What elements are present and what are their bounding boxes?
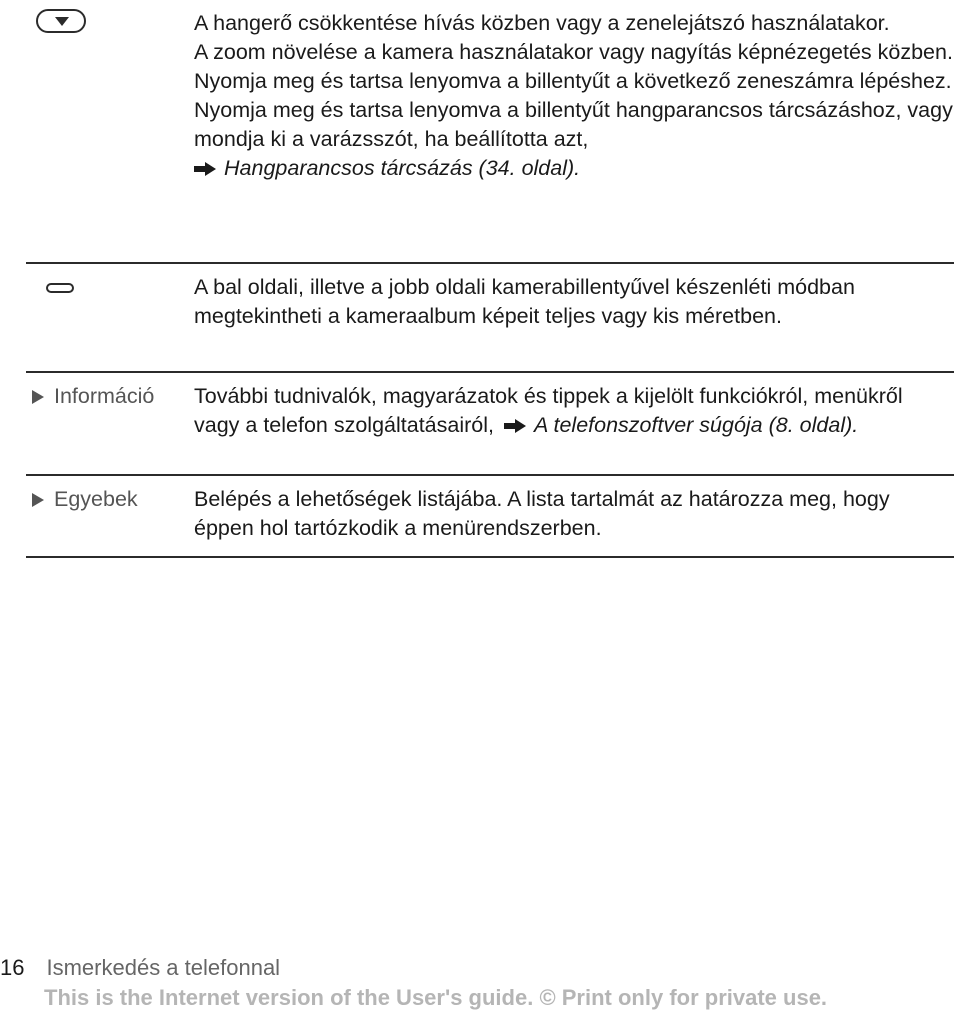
description-line: A zoom növelése a kamera használatakor vagy nagyítás képnézegetés közben. xyxy=(194,40,953,64)
description-cell xyxy=(194,485,954,543)
key-function-table xyxy=(26,0,954,558)
section-title: Ismerkedés a telefonnal xyxy=(46,955,281,980)
key-cell xyxy=(26,273,194,293)
reference-link[interactable]: Hangparancsos tárcsázás (34. oldal). xyxy=(224,156,581,180)
key-label-informacio: Információ xyxy=(54,384,155,408)
play-triangle-icon xyxy=(32,493,44,507)
table-row xyxy=(26,373,954,476)
reference-arrow-icon xyxy=(504,419,526,433)
reference-line xyxy=(194,154,954,183)
description-cell xyxy=(194,9,954,183)
volume-down-key-icon xyxy=(36,9,86,33)
page-number: 16 xyxy=(0,955,25,980)
table-row xyxy=(26,476,954,558)
description-line: Nyomja meg és tartsa lenyomva a billentyűt a következő zeneszámra lépéshez. xyxy=(194,69,952,93)
play-triangle-icon xyxy=(32,390,44,404)
table-row xyxy=(26,264,954,373)
key-cell xyxy=(26,382,194,411)
description-text xyxy=(194,382,954,440)
table-row xyxy=(26,0,954,264)
description-body: További tudnivalók, magyarázatok és tippek a kijelölt funkciókról, menükről vagy a telefon szolgáltatásairól, xyxy=(194,384,903,437)
description-line: Nyomja meg és tartsa lenyomva a billentyűt hangparancsos tárcsázáshoz, vagy mondja ki a varázsszót, ha beállította azt, xyxy=(194,98,953,151)
key-cell xyxy=(26,485,194,514)
description-cell xyxy=(194,273,954,331)
description-cell xyxy=(194,382,954,440)
page-footer xyxy=(0,955,280,981)
key-label-egyebek: Egyebek xyxy=(54,487,138,511)
description-text: Belépés a lehetőségek listájába. A lista tartalmát az határozza meg, hogy éppen hol tartózkodik a menürendszerben. xyxy=(194,487,890,540)
reference-arrow-icon xyxy=(194,162,216,176)
key-cell xyxy=(26,9,194,33)
reference-link[interactable]: A telefonszoftver súgója (8. oldal). xyxy=(533,413,859,437)
camera-key-icon xyxy=(46,283,74,293)
description-text: A bal oldali, illetve a jobb oldali kamerabillentyűvel készenléti módban megtekintheti a kameraalbum képeit teljes vagy kis méretben. xyxy=(194,275,855,328)
description-line: A hangerő csökkentése hívás közben vagy a zenelejátszó használatakor. xyxy=(194,11,890,35)
print-notice: This is the Internet version of the User's guide. © Print only for private use. xyxy=(44,985,828,1010)
